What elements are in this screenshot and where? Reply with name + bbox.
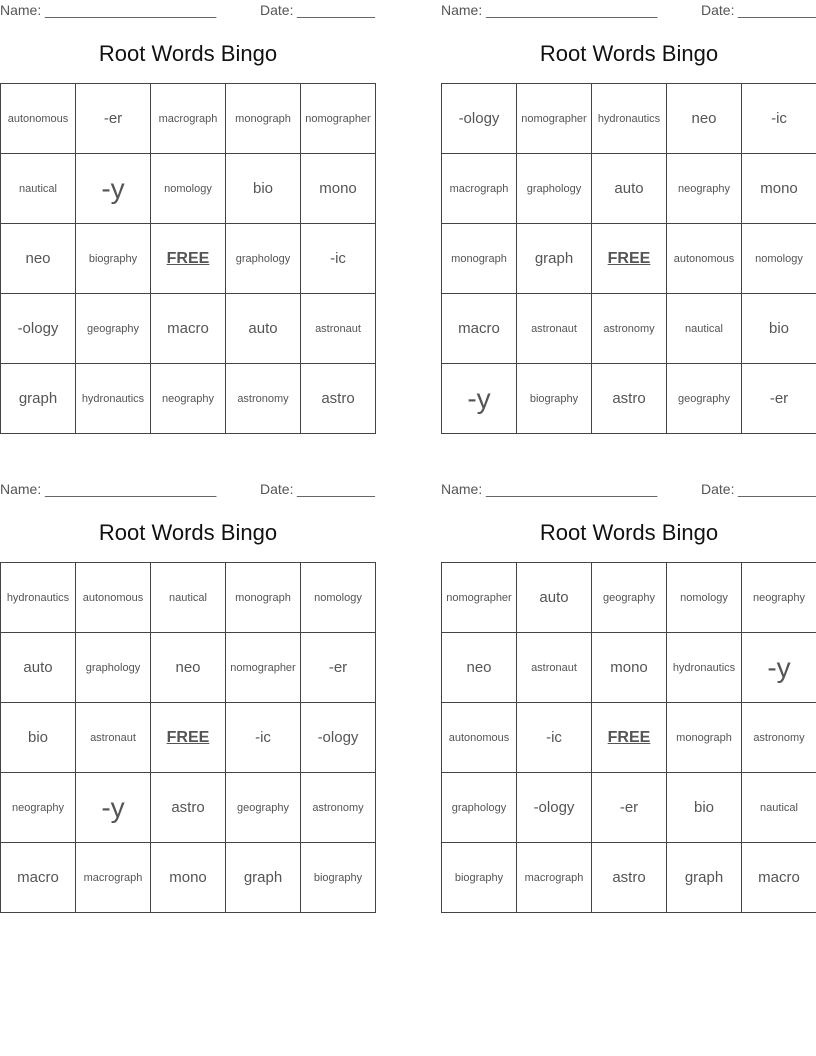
bingo-cell: graphology [226,224,301,294]
bingo-cell: nautical [151,563,226,633]
grid-row [1,154,376,224]
bingo-cell: geography [592,563,667,633]
bingo-cell: nomology [742,224,816,294]
bingo-cell: -ic [226,703,301,773]
bingo-cell: -ic [517,703,592,773]
card-1 [0,0,376,440]
grid-row [442,224,816,294]
bingo-cell: -ology [442,84,517,154]
bingo-cell: nomology [151,154,226,224]
bingo-grid [0,562,376,913]
bingo-cell: mono [742,154,816,224]
bingo-cell: -y [442,364,517,434]
bingo-cell: auto [226,294,301,364]
bingo-cell: astronomy [301,773,376,843]
date-line: __________ [738,481,816,497]
bingo-cell: -y [76,154,151,224]
grid-row [1,224,376,294]
date-label: Date: [260,481,294,497]
bingo-cell: auto [592,154,667,224]
grid-row [442,84,816,154]
grid-row [442,773,816,843]
bingo-cell: auto [517,563,592,633]
name-label: Name: [0,481,42,497]
bingo-cell: monograph [667,703,742,773]
grid-row [442,294,816,364]
bingo-cell: autonomous [76,563,151,633]
bingo-cell: astronaut [517,294,592,364]
bingo-cell: neo [667,84,742,154]
bingo-cell: -er [76,84,151,154]
bingo-cell: neography [1,773,76,843]
bingo-cell: -y [76,773,151,843]
bingo-cell: -y [742,633,816,703]
bingo-cell: nomographer [301,84,376,154]
bingo-cell: astronomy [742,703,816,773]
grid-row [1,703,376,773]
bingo-cell: -ology [301,703,376,773]
grid-row [442,843,816,913]
bingo-cell: autonomous [442,703,517,773]
bingo-cell: biography [301,843,376,913]
date-label: Date: [260,2,294,18]
bingo-cell: mono [151,843,226,913]
bingo-cell: astro [592,364,667,434]
bingo-cell: nautical [667,294,742,364]
bingo-cell: graph [226,843,301,913]
bingo-cell: macro [442,294,517,364]
bingo-cell: astronaut [76,703,151,773]
grid-row [442,154,816,224]
grid-row [442,703,816,773]
bingo-cell: -er [592,773,667,843]
bingo-cell: -ic [301,224,376,294]
bingo-cell: bio [742,294,816,364]
bingo-cell: macro [1,843,76,913]
card-title: Root Words Bingo [98,520,278,545]
bingo-cell: nomographer [226,633,301,703]
bingo-cell: astronomy [592,294,667,364]
bingo-cell: mono [301,154,376,224]
bingo-cell: graphology [76,633,151,703]
free-space-cell: FREE [592,703,667,773]
bingo-cell: graph [517,224,592,294]
name-label: Name: [441,2,483,18]
bingo-cell: -ic [742,84,816,154]
bingo-grid [0,83,376,434]
bingo-cell: bio [226,154,301,224]
bingo-cell: nomographer [517,84,592,154]
free-space-cell: FREE [151,224,226,294]
name-line: ______________________ [486,2,658,18]
date-line: __________ [297,481,375,497]
bingo-grid [441,83,816,434]
bingo-cell: neography [742,563,816,633]
date-label: Date: [701,2,735,18]
bingo-cell: graphology [442,773,517,843]
name-line: ______________________ [45,2,217,18]
bingo-cell: mono [592,633,667,703]
bingo-cell: geography [76,294,151,364]
bingo-cell: astronaut [301,294,376,364]
bingo-cell: biography [76,224,151,294]
bingo-cell: nomology [301,563,376,633]
bingo-cell: astro [592,843,667,913]
bingo-cell: bio [1,703,76,773]
card-title: Root Words Bingo [539,41,719,66]
bingo-cell: neo [151,633,226,703]
bingo-cell: -er [301,633,376,703]
bingo-cell: auto [1,633,76,703]
bingo-cell: autonomous [667,224,742,294]
bingo-cell: macrograph [151,84,226,154]
bingo-cell: astro [301,364,376,434]
bingo-cell: graph [1,364,76,434]
grid-row [1,843,376,913]
grid-row [442,364,816,434]
free-space-cell: FREE [151,703,226,773]
bingo-cell: biography [517,364,592,434]
card-3 [0,479,376,919]
name-label: Name: [0,2,42,18]
grid-row [1,773,376,843]
card-header [0,2,376,20]
bingo-cell: biography [442,843,517,913]
bingo-cell: geography [226,773,301,843]
bingo-cell: hydronautics [667,633,742,703]
bingo-cell: graphology [517,154,592,224]
bingo-cell: macrograph [517,843,592,913]
bingo-cell: -ology [517,773,592,843]
bingo-cell: neography [151,364,226,434]
card-title: Root Words Bingo [539,520,719,545]
bingo-cell: macro [742,843,816,913]
bingo-cell: hydronautics [76,364,151,434]
bingo-cell: hydronautics [1,563,76,633]
bingo-cell: monograph [226,84,301,154]
bingo-cell: hydronautics [592,84,667,154]
bingo-cell: astronomy [226,364,301,434]
bingo-cell: -ology [1,294,76,364]
grid-row [1,563,376,633]
bingo-cell: monograph [442,224,517,294]
bingo-cell: nautical [1,154,76,224]
date-label: Date: [701,481,735,497]
grid-row [442,633,816,703]
name-line: ______________________ [45,481,217,497]
grid-row [442,563,816,633]
bingo-cell: astronaut [517,633,592,703]
bingo-cell: geography [667,364,742,434]
bingo-cell: autonomous [1,84,76,154]
bingo-cell: macro [151,294,226,364]
name-label: Name: [441,481,483,497]
grid-row [1,633,376,703]
card-header [441,2,816,20]
bingo-cell: macrograph [76,843,151,913]
date-line: __________ [297,2,375,18]
card-header [0,481,376,499]
card-4 [441,479,816,919]
date-line: __________ [738,2,816,18]
bingo-cell: monograph [226,563,301,633]
grid-row [1,294,376,364]
bingo-grid [441,562,816,913]
card-2 [441,0,816,440]
bingo-cell: neo [1,224,76,294]
card-header [441,481,816,499]
bingo-cell: nomology [667,563,742,633]
bingo-cell: -er [742,364,816,434]
bingo-cell: neography [667,154,742,224]
grid-row [1,84,376,154]
bingo-cell: neo [442,633,517,703]
bingo-cell: macrograph [442,154,517,224]
bingo-cell: nomographer [442,563,517,633]
name-line: ______________________ [486,481,658,497]
grid-row [1,364,376,434]
bingo-cell: graph [667,843,742,913]
bingo-cell: nautical [742,773,816,843]
free-space-cell: FREE [592,224,667,294]
bingo-cell: bio [667,773,742,843]
card-title: Root Words Bingo [98,41,278,66]
bingo-cell: astro [151,773,226,843]
